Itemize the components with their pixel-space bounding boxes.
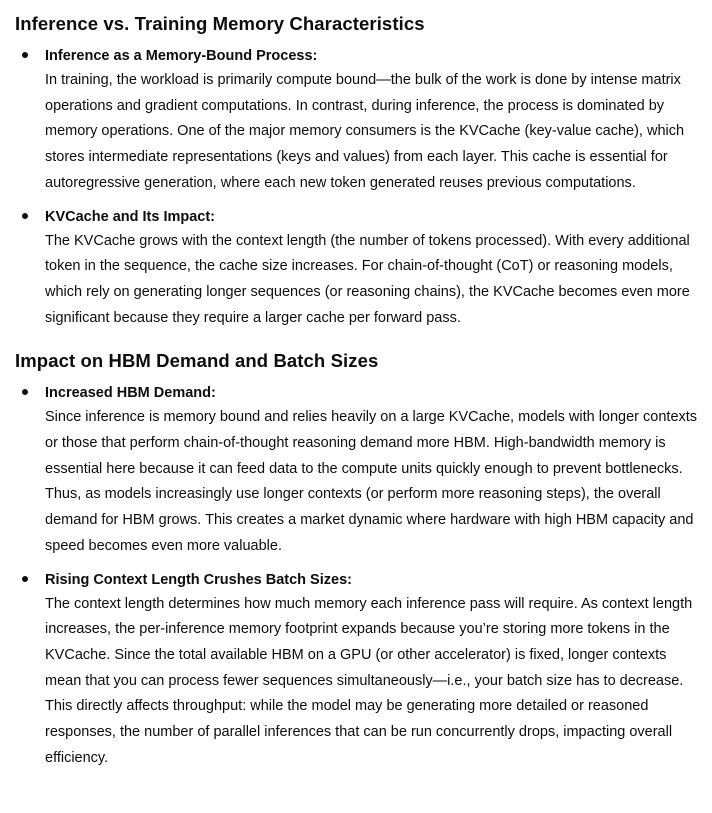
bullet-icon <box>22 576 28 582</box>
section-heading: Impact on HBM Demand and Batch Sizes <box>15 350 379 372</box>
item-title: Inference as a Memory-Bound Process: <box>45 48 318 64</box>
section-memory-characteristics <box>15 12 698 331</box>
item-title: Rising Context Length Crushes Batch Sizes: <box>45 571 352 588</box>
item-body: The context length determines how much memory each inference pass will require. As context length increases, the per-inference memory footprint expands because you’re storing more tokens in the KVCache. Since the total available HBM on a GPU (or other accelerator) is fixed, longer contexts mean that you can process fewer sequences simultaneously—i.e., your batch size has to decrease. This directly affects throughput: while the model may be generating more detailed or reasoned responses, the number of parallel inferences that can be run concurrently drops, impacting overall efficiency. <box>45 595 693 766</box>
item-body: Since inference is memory bound and relies heavily on a large KVCache, models with longer contexts or those that perform chain-of-thought reasoning demand more HBM. High-bandwidth memory is essential here because it can feed data to the compute units quickly enough to prevent bottlenecks. Thus, as models increasingly use longer contexts (or perform more reasoning steps), the overall demand for HBM grows. This creates a market dynamic where hardware with high HBM capacity and speed becomes even more valuable. <box>45 409 698 554</box>
item-body: In training, the workload is primarily compute bound—the bulk of the work is done by intense matrix operations and gradient computations. In contrast, during inference, the process is dominated by memory operations. One of the major memory consumers is the KVCache (key-value cache), which stores intermediate representations (keys and values) from each layer. This cache is essential for autoregressive generation, where each new token generated reuses previous computations. <box>45 72 685 191</box>
section-hbm-demand <box>15 349 698 771</box>
section-heading: Inference vs. Training Memory Characteristics <box>15 13 425 34</box>
item-body: The KVCache grows with the context length (the number of tokens processed). With every additional token in the sequence, the cache size increases. For chain-of-thought (CoT) or reasoning models, which rely on generating longer sequences (or reasoning chains), the KVCache becomes even more significant because they require a larger cache per forward pass. <box>45 232 690 326</box>
bullet-icon <box>22 389 28 395</box>
item-title: Increased HBM Demand: <box>45 385 216 402</box>
list-item <box>15 381 698 559</box>
list-item <box>15 44 698 197</box>
list-item <box>15 205 698 332</box>
bullet-list <box>15 44 698 331</box>
item-title: KVCache and Its Impact: <box>45 208 216 225</box>
list-item <box>15 568 698 772</box>
bullet-list <box>15 381 698 771</box>
bullet-icon <box>22 52 28 58</box>
bullet-icon <box>22 213 28 219</box>
